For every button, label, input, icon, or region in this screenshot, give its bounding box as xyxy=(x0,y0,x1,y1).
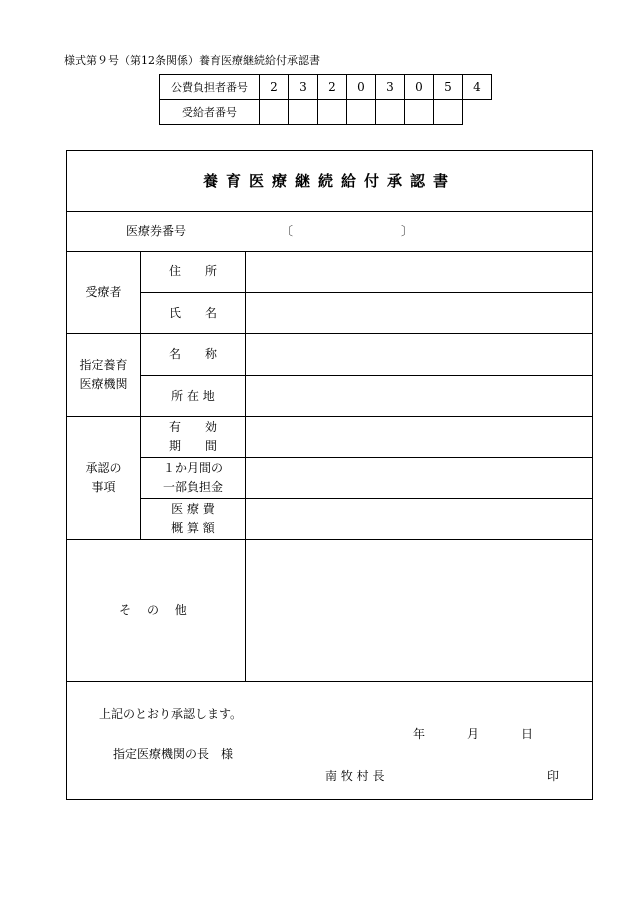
recipient-digit-7[interactable] xyxy=(434,100,463,125)
institution-group-label xyxy=(67,334,140,416)
approval-form xyxy=(66,150,593,800)
institution-label-line1: 指定養育 xyxy=(79,358,128,372)
recipient-group-label: 受療者 xyxy=(85,284,122,299)
public-payer-row xyxy=(160,75,492,100)
institution-label-line2: 医療機関 xyxy=(79,377,128,391)
address-field[interactable] xyxy=(246,251,592,292)
other-field[interactable] xyxy=(246,540,592,681)
institution-name-field[interactable] xyxy=(246,334,592,375)
payer-digit-6: 0 xyxy=(405,75,434,100)
form-title: 養育医療継続給付承認書 xyxy=(202,171,456,190)
address-label: 住 所 xyxy=(168,264,217,278)
recipient-digit-1[interactable] xyxy=(260,100,289,125)
approval-label-line2: 事項 xyxy=(91,480,116,494)
validity-period-field[interactable] xyxy=(246,417,592,457)
date-day-label: 日 xyxy=(521,727,534,741)
medical-cost-estimate-label xyxy=(141,499,245,539)
recipient-number-row xyxy=(160,100,492,125)
payer-digit-1: 2 xyxy=(260,75,289,100)
institution-name-label: 名 称 xyxy=(168,347,217,361)
seal-mark: 印 xyxy=(547,769,560,783)
burden-line1: １か月間の xyxy=(162,461,223,475)
payer-digit-5: 3 xyxy=(376,75,405,100)
mayor-title: 南 牧 村 長 xyxy=(325,769,385,783)
ticket-number-field[interactable]: 〔 〕 xyxy=(281,223,414,238)
addressee-text: 指定医療機関の長 様 xyxy=(113,747,234,761)
approval-group-label xyxy=(67,417,140,539)
date-year-label: 年 xyxy=(413,727,426,741)
medical-cost-field[interactable] xyxy=(246,499,592,539)
other-label: そ の 他 xyxy=(119,603,193,617)
monthly-burden-label xyxy=(141,458,245,498)
validity-line1: 有 効 xyxy=(168,420,217,434)
name-field[interactable] xyxy=(246,293,592,333)
payer-digit-4: 0 xyxy=(347,75,376,100)
payer-digit-7: 5 xyxy=(434,75,463,100)
recipient-digit-6[interactable] xyxy=(405,100,434,125)
footer-divider xyxy=(67,681,592,682)
institution-location-label: 所 在 地 xyxy=(171,388,215,403)
institution-location-field[interactable] xyxy=(246,376,592,416)
cost-line2: 概 算 額 xyxy=(171,521,215,535)
ticket-number-label: 医療券番号 xyxy=(125,223,186,238)
monthly-burden-field[interactable] xyxy=(246,458,592,498)
approval-statement: 上記のとおり承認します。 xyxy=(99,707,243,721)
payer-digit-3: 2 xyxy=(318,75,347,100)
number-table xyxy=(159,74,492,125)
approval-label-line1: 承認の xyxy=(85,461,122,475)
recipient-digit-5[interactable] xyxy=(376,100,405,125)
recipient-number-label: 受給者番号 xyxy=(160,100,260,125)
ticket-number-row xyxy=(67,211,592,252)
name-label: 氏 名 xyxy=(168,305,217,320)
public-payer-label: 公費負担者番号 xyxy=(160,75,260,100)
payer-digit-8: 4 xyxy=(463,75,492,100)
recipient-digit-3[interactable] xyxy=(318,100,347,125)
date-month-label: 月 xyxy=(467,727,480,741)
validity-line2: 期 間 xyxy=(168,439,217,453)
validity-period-label xyxy=(141,417,245,457)
payer-digit-2: 3 xyxy=(289,75,318,100)
burden-line2: 一部負担金 xyxy=(162,480,223,494)
form-label: 様式第９号（第12条関係）養育医療継続給付承認書 xyxy=(64,54,320,67)
title-row xyxy=(67,151,592,212)
cost-line1: 医 療 費 xyxy=(171,502,215,516)
recipient-digit-4[interactable] xyxy=(347,100,376,125)
recipient-digit-2[interactable] xyxy=(289,100,318,125)
